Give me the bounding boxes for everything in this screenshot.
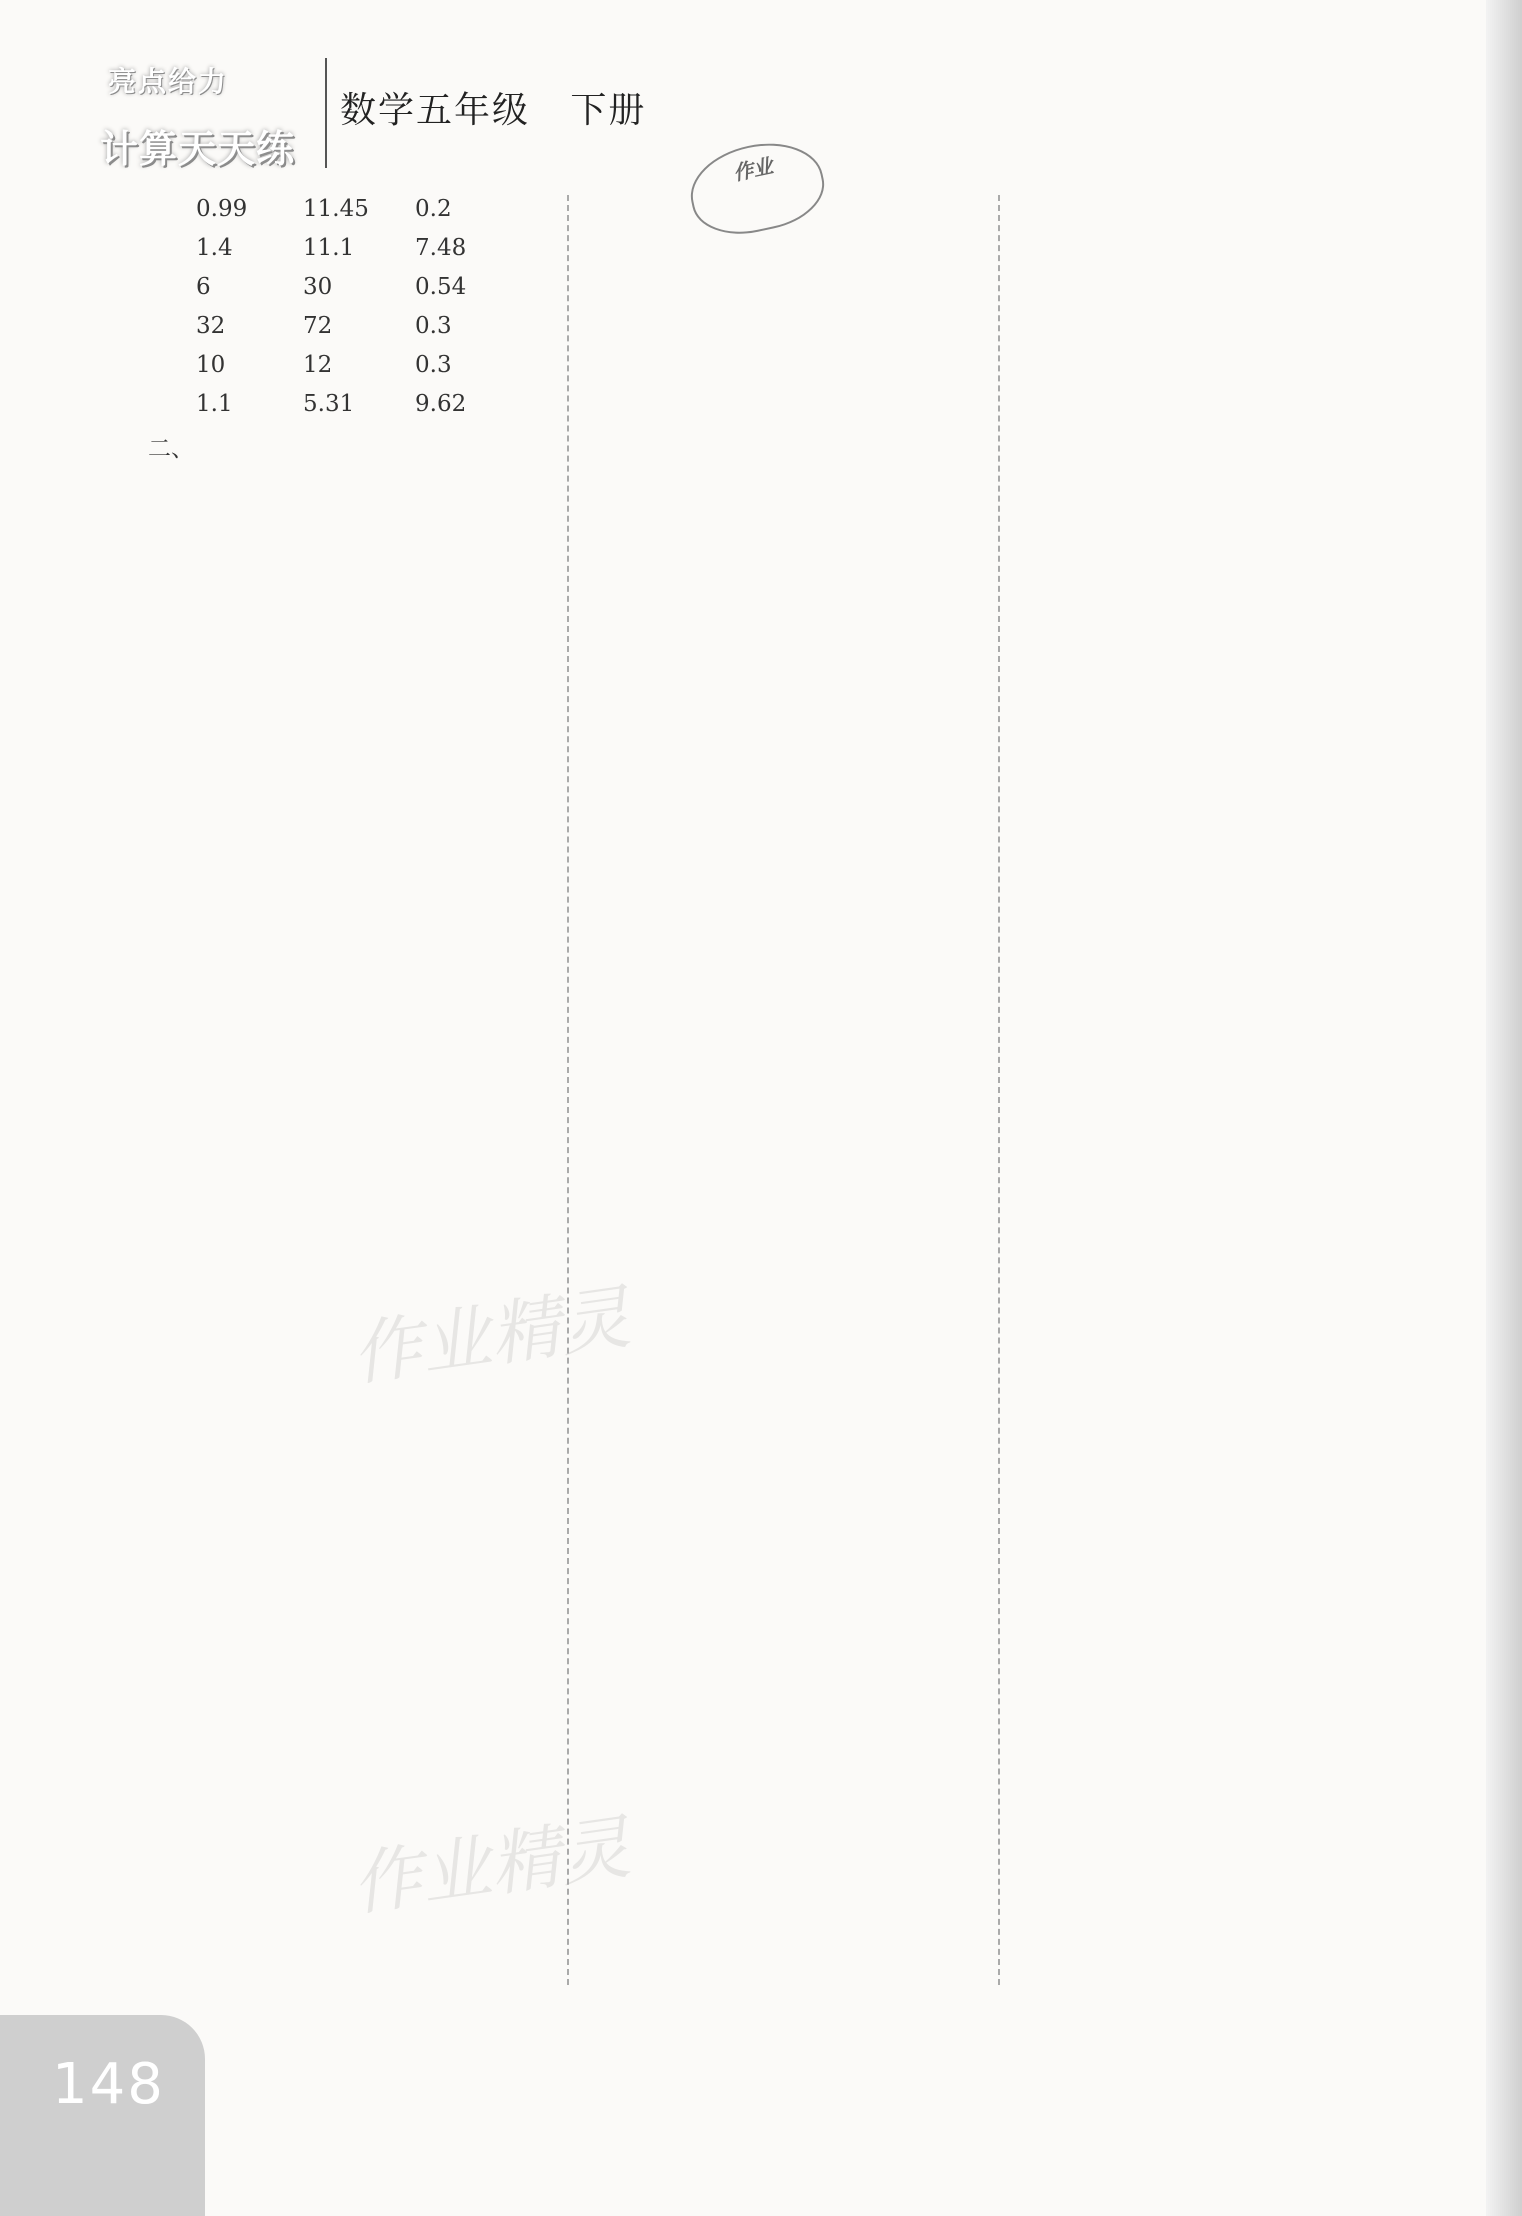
answer-value: 5.31	[303, 391, 355, 417]
column-divider-2	[998, 195, 1000, 1985]
answer-value: 32	[196, 313, 226, 339]
header-divider	[325, 58, 327, 168]
page-edge-shadow	[1486, 0, 1522, 2216]
book-title: 数学五年级 下册	[340, 90, 647, 131]
section-label: 二、	[148, 436, 194, 462]
answer-value: 12	[303, 352, 333, 378]
stamp-text: 作业	[730, 153, 776, 186]
watermark: 作业精灵	[346, 1805, 636, 1927]
answer-value: 0.3	[415, 313, 452, 339]
answer-value: 30	[303, 274, 333, 300]
series-logo-top: 亮点给力	[108, 65, 229, 98]
answer-value: 0.3	[415, 352, 452, 378]
answer-value: 10	[196, 352, 226, 378]
answer-value: 72	[303, 313, 333, 339]
answer-value: 6	[196, 274, 211, 300]
answer-value: 0.54	[415, 274, 467, 300]
page-number: 148	[52, 2052, 165, 2117]
answer-value: 11.45	[303, 196, 369, 222]
answer-value: 11.1	[303, 235, 355, 261]
answer-value: 1.1	[196, 391, 233, 417]
answer-value: 9.62	[415, 391, 467, 417]
watermark: 作业精灵	[346, 1275, 636, 1397]
series-logo-bottom: 计算天天练	[100, 127, 296, 171]
column-divider-1	[567, 195, 569, 1985]
answer-value: 0.99	[196, 196, 248, 222]
answer-value: 7.48	[415, 235, 467, 261]
answer-value: 0.2	[415, 196, 452, 222]
homework-stamp	[683, 132, 832, 244]
answer-value: 1.4	[196, 235, 233, 261]
